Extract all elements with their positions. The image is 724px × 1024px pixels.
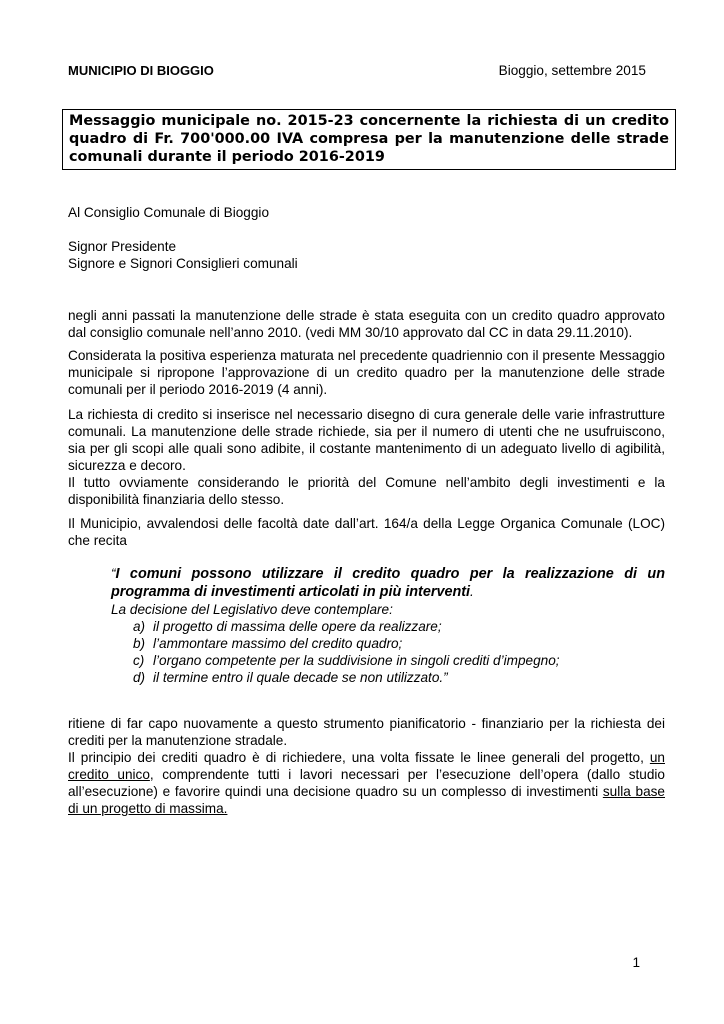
- place-date: Bioggio, settembre 2015: [498, 63, 646, 78]
- closing-paragraphs: [68, 715, 665, 817]
- paragraph-7-middle: , comprendente tutti i lavori necessari per l’esecuzione dell’opera (dallo studio all’esecuzione) e favorire quindi una decisione quadro su un complesso di investimenti: [68, 767, 665, 799]
- underlined-credito-unico: un credito unico: [68, 750, 665, 782]
- paragraph-1-text: negli anni passati la manutenzione delle strade è stata eseguita con un credito quadro approvato dal consiglio comunale nell’anno 2010. (vedi MM 30/10 approvato dal CC in data 29.11.2010).: [68, 308, 665, 340]
- list-marker: a): [133, 619, 146, 634]
- list-item-text: l’organo competente per la suddivisione in singoli crediti d’impegno;: [153, 653, 560, 668]
- quote-open-mark: “: [111, 566, 116, 581]
- quote-list: [111, 618, 665, 686]
- subject-box: [62, 109, 676, 170]
- list-item: [133, 618, 665, 635]
- addressee: [68, 204, 665, 221]
- underlined-progetto-massima: sulla base di un progetto di massima.: [68, 784, 665, 816]
- quote-intro: La decisione del Legislativo deve contemplare:: [111, 602, 393, 617]
- list-marker: c): [133, 653, 145, 668]
- paragraph-2: [68, 347, 665, 398]
- list-marker: d): [133, 670, 146, 685]
- list-item: [133, 652, 665, 669]
- municipality-name: MUNICIPIO DI BIOGGIO: [68, 63, 214, 78]
- paragraph-7: [68, 749, 665, 817]
- page-number: 1: [632, 955, 640, 970]
- paragraph-2-text: Considerata la positiva esperienza maturata nel precedente quadriennio con il presente Messaggio municipale si ripropone l’approvazione di un credito quadro per la manutenzione delle strade comunali per il periodo 2016-2019 (4 anni).: [68, 348, 665, 397]
- salutation-line1: Signor Presidente: [68, 239, 177, 254]
- paragraph-4-text: Il tutto ovviamente considerando le priorità del Comune nell’ambito degli investimenti e la disponibilità finanziaria dello stesso.: [68, 475, 665, 507]
- paragraph-3: [68, 406, 665, 508]
- addressee-line: Al Consiglio Comunale di Bioggio: [68, 205, 269, 220]
- list-item: [133, 669, 665, 686]
- salutation: [68, 238, 665, 272]
- legal-quote: [111, 565, 665, 686]
- quote-bold-end: .: [470, 584, 474, 599]
- quote-bold-text: I comuni possono utilizzare il credito quadro per la realizzazione di un programma di investimenti articolati in più interventi: [111, 566, 665, 600]
- list-item-text: il progetto di massima delle opere da realizzare;: [153, 619, 442, 634]
- paragraph-6-text: ritiene di far capo nuovamente a questo strumento pianificatorio - finanziario per la richiesta dei crediti per la manutenzione stradale.: [68, 716, 665, 748]
- paragraph-1: [68, 307, 665, 341]
- paragraph-5-text: Il Municipio, avvalendosi delle facoltà date dall’art. 164/a della Legge Organica Comunale (LOC) che recita: [68, 516, 665, 548]
- paragraph-7-start: Il principio dei crediti quadro è di richiedere, una volta fissate le linee generali del progetto,: [68, 750, 650, 765]
- paragraph-5: [68, 515, 665, 549]
- paragraph-3-text: La richiesta di credito si inserisce nel necessario disegno di cura generale delle varie infrastrutture comunali. La manutenzione delle strade richiede, sia per il numero di utenti che ne usufruiscono, sia per gli scopi alle quali sono adibite, il costante mantenimento di un adeguato livello di agibilità, sicurezza e decoro.: [68, 407, 665, 473]
- list-item: [133, 635, 665, 652]
- list-item-text: il termine entro il quale decade se non utilizzato.”: [153, 670, 448, 685]
- list-item-text: l’ammontare massimo del credito quadro;: [153, 636, 403, 651]
- salutation-line2: Signore e Signori Consiglieri comunali: [68, 256, 298, 271]
- list-marker: b): [133, 636, 146, 651]
- subject-text: Messaggio municipale no. 2015-23 concernente la richiesta di un credito quadro di Fr. 700'000.00 IVA compresa per la manutenzione delle strade comunali durante il periodo 2016-2019: [69, 113, 669, 165]
